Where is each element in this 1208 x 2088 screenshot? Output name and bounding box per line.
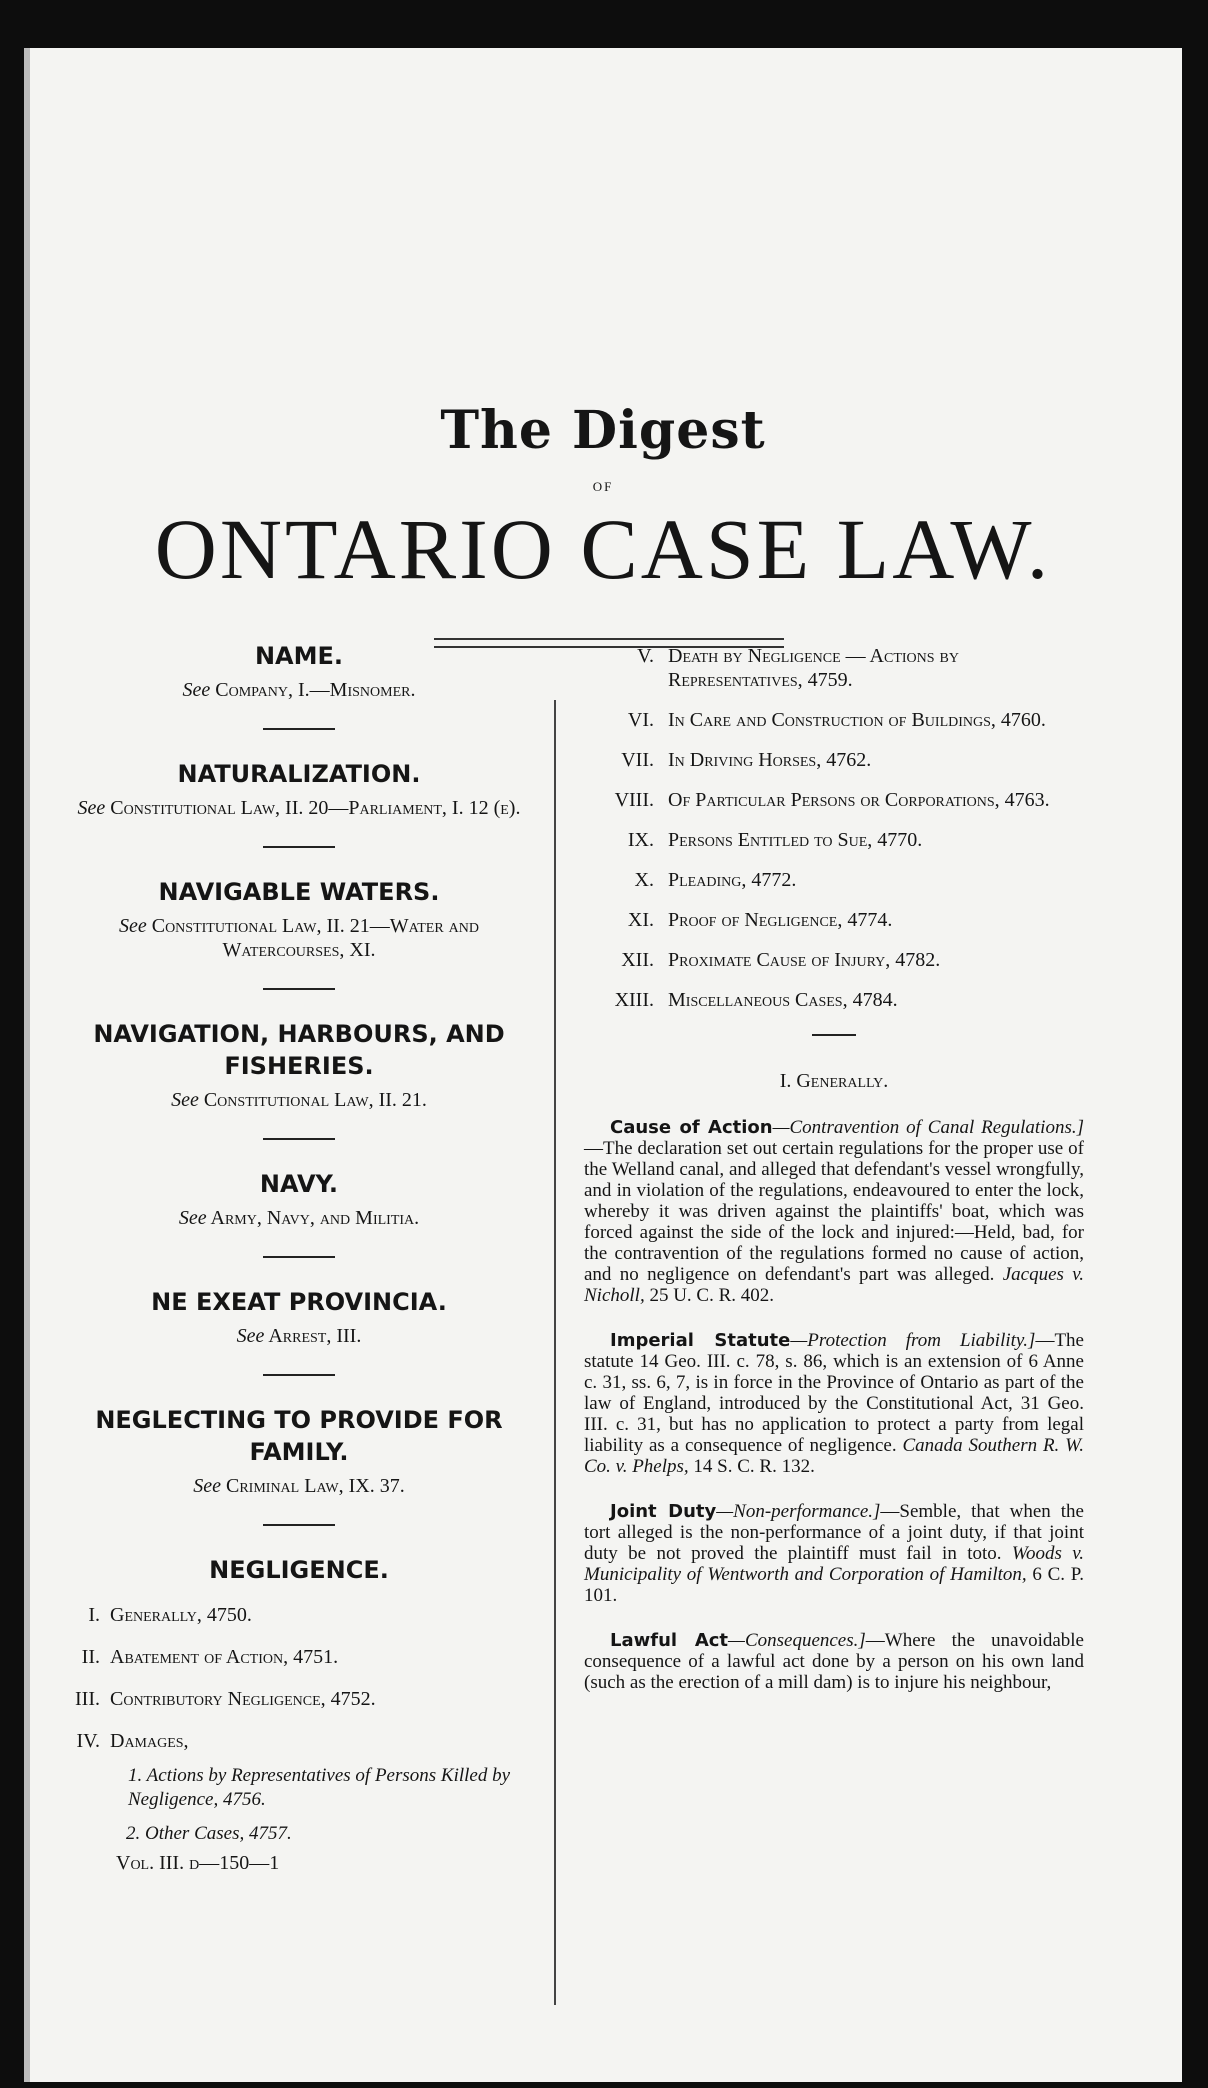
case-name: Jacques v. Nicholl, <box>584 1264 1085 1306</box>
negligence-heading: NEGLIGENCE. <box>209 1556 389 1584</box>
page-edge <box>24 48 30 2082</box>
rule <box>263 846 335 848</box>
case-name: Woods v. Municipality of Wentworth and Corporation of Hamilton, <box>584 1543 1084 1585</box>
entry-navigation <box>64 1018 534 1112</box>
rule <box>812 1034 856 1036</box>
toc-item <box>584 828 1084 852</box>
case-body: —Semble, that when the tort alleged is the non-performance of a joint duty, if that joint duty be not proved the plaintiff must fail in toto. <box>584 1501 1084 1564</box>
rule <box>263 1374 335 1376</box>
see-label: See <box>118 915 147 937</box>
entry-neglecting <box>64 1404 534 1498</box>
rule <box>263 988 335 990</box>
toc-item <box>584 788 1084 812</box>
toc-text: Pleading, 4772. <box>668 869 797 891</box>
toc-text: Of Particular Persons or Corporations, 4763. <box>668 789 1050 811</box>
document-page <box>24 48 1182 2082</box>
toc-num: XI. <box>627 909 654 931</box>
toc-item <box>584 708 1084 732</box>
entry-see <box>64 1324 534 1348</box>
toc-text: Death by Negligence — Actions by Representatives, 4759. <box>668 645 959 691</box>
toc-num: III. <box>75 1688 100 1710</box>
entry-ne-exeat <box>64 1286 534 1348</box>
see-label: See <box>178 1207 207 1229</box>
entry-see <box>64 1474 534 1498</box>
toc-text: In Driving Horses, 4762. <box>668 749 872 771</box>
negligence-toc-continued <box>584 644 1084 1012</box>
entry-heading: NE EXEAT PROVINCIA. <box>151 1288 447 1316</box>
toc-text: Proof of Negligence, 4774. <box>668 909 893 931</box>
see-text: Army, Navy, and Militia. <box>210 1207 420 1229</box>
case-citation: 25 U. C. R. 402. <box>644 1285 775 1306</box>
toc-num: IX. <box>627 829 654 851</box>
entry-name <box>64 640 534 702</box>
see-label: See <box>77 797 106 819</box>
toc-item <box>64 1602 534 1628</box>
case-name: Canada Southern R. W. Co. v. Phelps, <box>584 1435 1084 1477</box>
left-column <box>64 640 534 1876</box>
toc-num: XIII. <box>614 989 654 1011</box>
case-subtitle: —Consequences.] <box>728 1630 866 1651</box>
toc-item <box>584 908 1084 932</box>
entry-see <box>64 1088 534 1112</box>
toc-num: II. <box>81 1646 100 1668</box>
toc-text: Contributory Negligence, 4752. <box>110 1688 376 1710</box>
see-text: Constitutional Law, II. 20—Parliament, I. 12 (e). <box>110 797 521 819</box>
toc-text: Generally, 4750. <box>110 1604 252 1626</box>
case-paragraph <box>584 1330 1084 1477</box>
toc-text: Proximate Cause of Injury, 4782. <box>668 949 941 971</box>
entry-heading: NAME. <box>254 642 344 670</box>
case-body: —The declaration set out certain regulations for the proper use of the Welland canal, and alleged that defendant's vessel wrongfully, and in violation of the regulations, endeavoured to enter the lock, whereby it was driven against the plaintiffs' boat, which was forced against the side of the lock and injured:—Held, bad, for the contravention of the regulations formed no cause of action, and no negligence on defendant's part was alleged. <box>584 1138 1084 1285</box>
entry-see <box>64 1206 534 1230</box>
toc-item <box>584 644 1084 692</box>
case-keyword: Joint Duty <box>610 1501 717 1522</box>
toc-num: VII. <box>621 749 654 771</box>
case-keyword: Cause of Action <box>610 1117 773 1138</box>
case-paragraph <box>584 1501 1084 1606</box>
entry-see <box>64 796 534 820</box>
entry-naturalization <box>64 758 534 820</box>
see-text: Constitutional Law, II. 21. <box>203 1089 427 1111</box>
case-subtitle: —Contravention of Canal Regulations.] <box>772 1117 1084 1138</box>
case-paragraph <box>584 1630 1084 1693</box>
entry-heading: NAVY. <box>259 1170 339 1198</box>
toc-item <box>584 948 1084 972</box>
see-label: See <box>171 1089 199 1111</box>
title-block <box>24 400 1182 599</box>
toc-item <box>64 1686 534 1712</box>
case-keyword: Imperial Statute <box>610 1330 791 1351</box>
toc-num: IV. <box>76 1730 100 1752</box>
toc-item <box>584 748 1084 772</box>
toc-text: Miscellaneous Cases, 4784. <box>668 989 898 1011</box>
case-subtitle: —Non-performance.] <box>716 1501 881 1522</box>
right-column <box>584 644 1084 1717</box>
rule <box>263 1138 335 1140</box>
toc-subitem: 1. Actions by Representatives of Persons Killed by Negligence, 4756. <box>128 1765 511 1810</box>
entry-heading: NAVIGABLE WATERS. <box>158 878 440 906</box>
case-paragraph <box>584 1117 1084 1306</box>
rule <box>263 1256 335 1258</box>
see-text: Criminal Law, IX. 37. <box>226 1475 405 1497</box>
section-heading: I. Generally. <box>779 1070 889 1092</box>
title-of: OF <box>592 479 614 494</box>
column-divider <box>554 700 556 2005</box>
toc-item <box>584 988 1084 1012</box>
toc-num: X. <box>634 869 654 891</box>
see-text: Arrest, III. <box>268 1325 362 1347</box>
entry-navy <box>64 1168 534 1230</box>
toc-num: V. <box>637 645 654 667</box>
entry-see <box>64 914 534 962</box>
rule <box>263 728 335 730</box>
toc-item <box>64 1728 534 1754</box>
toc-num: VIII. <box>614 789 654 811</box>
see-text: Constitutional Law, II. 21—Water and Watercourses, XI. <box>151 915 480 961</box>
toc-text: Abatement of Action, 4751. <box>110 1646 339 1668</box>
toc-subitem: 2. Other Cases, 4757. <box>126 1823 292 1844</box>
case-keyword: Lawful Act <box>610 1630 729 1651</box>
toc-text: In Care and Construction of Buildings, 4760. <box>668 709 1046 731</box>
case-subtitle: —Protection from Liability.] <box>790 1330 1036 1351</box>
rule <box>263 1524 335 1526</box>
toc-text: Persons Entitled to Sue, 4770. <box>668 829 923 851</box>
toc-item <box>584 868 1084 892</box>
toc-item <box>64 1644 534 1670</box>
main-title: ONTARIO CASE LAW. <box>154 501 1052 597</box>
entry-see <box>64 678 534 702</box>
volume-footer: Vol. III. d—150—1 <box>116 1852 280 1874</box>
see-text: Company, I.—Misnomer. <box>215 679 416 701</box>
entry-heading: NATURALIZATION. <box>177 760 421 788</box>
case-citation: 6 C. P. 101. <box>584 1564 1084 1606</box>
negligence-toc <box>64 1602 534 1876</box>
digest-title: The Digest <box>440 400 766 461</box>
see-label: See <box>193 1475 221 1497</box>
toc-num: XII. <box>621 949 654 971</box>
toc-num: I. <box>88 1604 100 1626</box>
see-label: See <box>182 679 211 701</box>
case-body: —Where the unavoidable consequence of a lawful act done by a person on his own land (such as the erection of a mill dam) is to injure his neighbour, <box>584 1630 1084 1693</box>
entry-heading: NEGLECTING TO PROVIDE FOR FAMILY. <box>95 1406 503 1466</box>
case-citation: 14 S. C. R. 132. <box>688 1456 815 1477</box>
toc-text: Damages, <box>110 1730 189 1752</box>
see-label: See <box>236 1325 265 1347</box>
entry-navigable-waters <box>64 876 534 962</box>
entry-heading: NAVIGATION, HARBOURS, AND FISHERIES. <box>93 1020 505 1080</box>
toc-num: VI. <box>627 709 654 731</box>
case-body: —The statute 14 Geo. III. c. 78, s. 86, which is an extension of 6 Anne c. 31, ss. 6, 7, is in force in the Province of Ontario as part of the law of England, introduced by the Constitutional Act, 31 Geo. III. c. 31, but has no application to protect a party from legal liability as a consequence of negligence. <box>584 1330 1084 1456</box>
